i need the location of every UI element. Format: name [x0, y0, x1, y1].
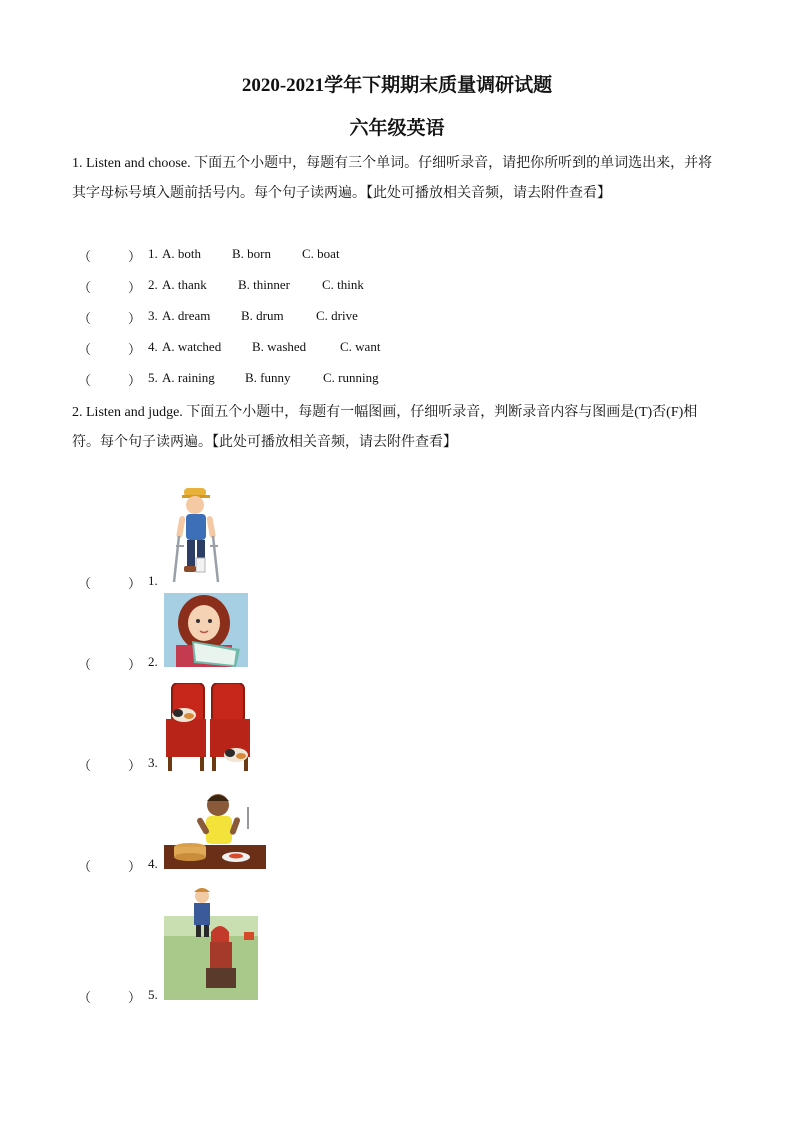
girl-reading-book-icon — [164, 593, 248, 667]
answer-paren-close: ） — [128, 657, 142, 672]
cats-on-red-chairs-icon — [164, 683, 252, 771]
option-a: A. dream — [162, 308, 211, 323]
answer-paren-close: ） — [128, 758, 142, 773]
item-number: 3. — [148, 755, 158, 770]
item-number: 5. — [148, 987, 158, 1002]
item-number: 4. — [148, 856, 158, 871]
section2-instruction-line1: 2. Listen and judge. 下面五个小题中，每题有一幅图画，仔细听录音，判断录音内容与图画是(T)否(F)相 — [72, 405, 698, 420]
question-number: 5. — [148, 370, 158, 385]
option-b: B. born — [232, 246, 271, 261]
question-number: 3. — [148, 308, 158, 323]
answer-paren-open: （ — [78, 990, 92, 1005]
option-a: A. raining — [162, 370, 215, 385]
answer-paren-close: ） — [128, 859, 142, 874]
option-a: A. watched — [162, 339, 222, 354]
answer-paren-close: ） — [128, 249, 142, 264]
option-a: A. both — [162, 246, 201, 261]
option-c: C. drive — [316, 308, 358, 323]
answer-paren-close: ） — [128, 342, 142, 357]
answer-paren-open: （ — [78, 859, 92, 874]
option-c: C. running — [323, 370, 379, 385]
item-number: 1. — [148, 573, 158, 588]
answer-paren-open: （ — [78, 657, 92, 672]
page-title: 2020-2021学年下期期末质量调研试题 — [241, 75, 553, 96]
option-a: A. thank — [162, 277, 207, 292]
family-picnic-icon — [164, 886, 258, 1000]
option-c: C. boat — [302, 246, 340, 261]
answer-paren-close: ） — [128, 311, 142, 326]
option-b: B. washed — [252, 339, 307, 354]
answer-paren-close: ） — [128, 373, 142, 388]
boy-eating-pancakes-icon — [164, 789, 266, 869]
option-b: B. drum — [241, 308, 284, 323]
option-c: C. think — [322, 277, 364, 292]
answer-paren-open: （ — [78, 576, 92, 591]
item-number: 2. — [148, 654, 158, 669]
boy-on-crutches-icon — [166, 486, 228, 586]
page-subtitle: 六年级英语 — [349, 118, 445, 139]
question-number: 2. — [148, 277, 158, 292]
option-c: C. want — [340, 339, 381, 354]
answer-paren-close: ） — [128, 280, 142, 295]
answer-paren-open: （ — [78, 249, 92, 264]
answer-paren-open: （ — [78, 758, 92, 773]
option-b: B. thinner — [238, 277, 290, 292]
section2-instruction-line2: 符。每个句子读两遍。【此处可播放相关音频，请去附件查看】 — [72, 435, 457, 450]
answer-paren-open: （ — [78, 342, 92, 357]
answer-paren-open: （ — [78, 280, 92, 295]
section1-instruction-line1: 1. Listen and choose. 下面五个小题中，每题有三个单词。仔细听录音，请把你所听到的单词选出来，并将 — [72, 156, 713, 171]
section1-instruction-line2: 其字母标号填入题前括号内。每个句子读两遍。【此处可播放相关音频，请去附件查看】 — [72, 186, 611, 201]
question-number: 1. — [148, 246, 158, 261]
option-b: B. funny — [245, 370, 291, 385]
answer-paren-close: ） — [128, 576, 142, 591]
answer-paren-open: （ — [78, 373, 92, 388]
answer-paren-close: ） — [128, 990, 142, 1005]
question-number: 4. — [148, 339, 158, 354]
answer-paren-open: （ — [78, 311, 92, 326]
